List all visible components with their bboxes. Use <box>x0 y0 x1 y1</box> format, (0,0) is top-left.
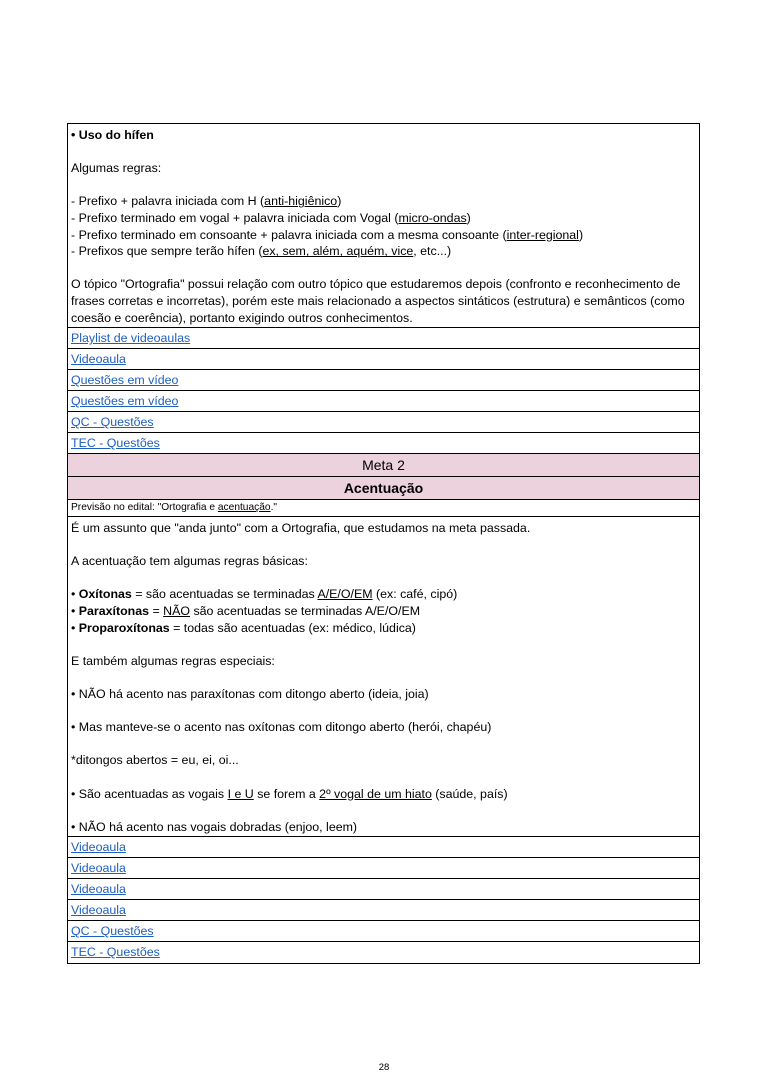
playlist-link[interactable]: Playlist de videoaulas <box>71 331 191 345</box>
link-row <box>68 942 699 963</box>
link-row <box>68 837 699 858</box>
link-row <box>68 921 699 942</box>
special-rule-2: • Mas manteve-se o acento nas oxítonas com ditongo aberto (herói, chapéu) <box>71 720 492 735</box>
acento-intro: É um assunto que "anda junto" com a Ortografia, que estudamos na meta passada. <box>71 521 531 535</box>
videoaula-link[interactable]: Videoaula <box>71 840 126 854</box>
hifen-rule-2: - Prefixo terminado em vogal + palavra iniciada com Vogal (micro-ondas) <box>71 210 471 225</box>
hifen-rule-3: - Prefixo terminado em consoante + palavra iniciada com a mesma consoante (inter-regional) <box>71 227 584 242</box>
previsao-edital: Previsão no edital: "Ortografia e acentuação." <box>68 500 699 517</box>
link-row <box>68 328 699 349</box>
hifen-cell <box>68 124 699 328</box>
videoaula-link[interactable]: Videoaula <box>71 861 126 875</box>
questoes-video-link[interactable]: Questões em vídeo <box>71 394 179 408</box>
link-row <box>68 900 699 921</box>
link-row <box>68 433 699 454</box>
hifen-rule-1: - Prefixo + palavra iniciada com H (anti-higiênico) <box>71 194 342 209</box>
qc-questoes-link[interactable]: QC - Questões <box>71 924 154 938</box>
special-rule-1: • NÃO há acento nas paraxítonas com ditongo aberto (ideia, joia) <box>71 686 429 701</box>
tec-questoes-link[interactable]: TEC - Questões <box>71 945 160 959</box>
topic-header: Acentuação <box>68 477 699 500</box>
link-row <box>68 879 699 900</box>
hifen-title: • Uso do hífen <box>71 128 154 142</box>
link-row <box>68 370 699 391</box>
meta-header: Meta 2 <box>68 454 699 477</box>
special-rule-3: • São acentuadas as vogais I e U se forem a 2º vogal de um hiato (saúde, país) <box>71 786 508 801</box>
videoaula-link[interactable]: Videoaula <box>71 882 126 896</box>
hifen-rule-4: - Prefixos que sempre terão hífen (ex, sem, além, aquém, vice, etc...) <box>71 244 452 259</box>
acento-regras-basicas: A acentuação tem algumas regras básicas: <box>71 554 308 569</box>
bullet-oxitonas: • Oxítonas = são acentuadas se terminadas A/E/O/EM (ex: café, cipó) <box>71 587 458 602</box>
page-number: 28 <box>378 1062 390 1073</box>
hifen-intro: Algumas regras: <box>71 161 162 176</box>
videoaula-link[interactable]: Videoaula <box>71 352 126 366</box>
qc-questoes-link[interactable]: QC - Questões <box>71 415 154 429</box>
link-row <box>68 858 699 879</box>
link-row <box>68 412 699 433</box>
ditongos-note: *ditongos abertos = eu, ei, oi... <box>71 753 239 768</box>
special-rule-4: • NÃO há acento nas vogais dobradas (enjoo, leem) <box>71 819 358 834</box>
acentuacao-cell <box>68 517 699 837</box>
hifen-note: O tópico "Ortografia" possui relação com outro tópico que estudaremos depois (confronto e reconhecimento de frases corretas e incorretas), porém este mais relacionado a aspectos sintáticos (estrutura) e semânticos (como coesão e coerência), portanto exigindo outros conhecimentos. <box>71 277 685 325</box>
bullet-proparoxitonas: • Proparoxítonas = todas são acentuadas (ex: médico, lúdica) <box>71 620 416 635</box>
bullet-paraxitonas: • Paraxítonas = NÃO são acentuadas se terminadas A/E/O/EM <box>71 603 421 618</box>
link-row <box>68 349 699 370</box>
tec-questoes-link[interactable]: TEC - Questões <box>71 436 160 450</box>
link-row <box>68 391 699 412</box>
content-table <box>67 123 700 964</box>
acento-regras-especiais: E também algumas regras especiais: <box>71 653 275 668</box>
videoaula-link[interactable]: Videoaula <box>71 903 126 917</box>
questoes-video-link[interactable]: Questões em vídeo <box>71 373 179 387</box>
